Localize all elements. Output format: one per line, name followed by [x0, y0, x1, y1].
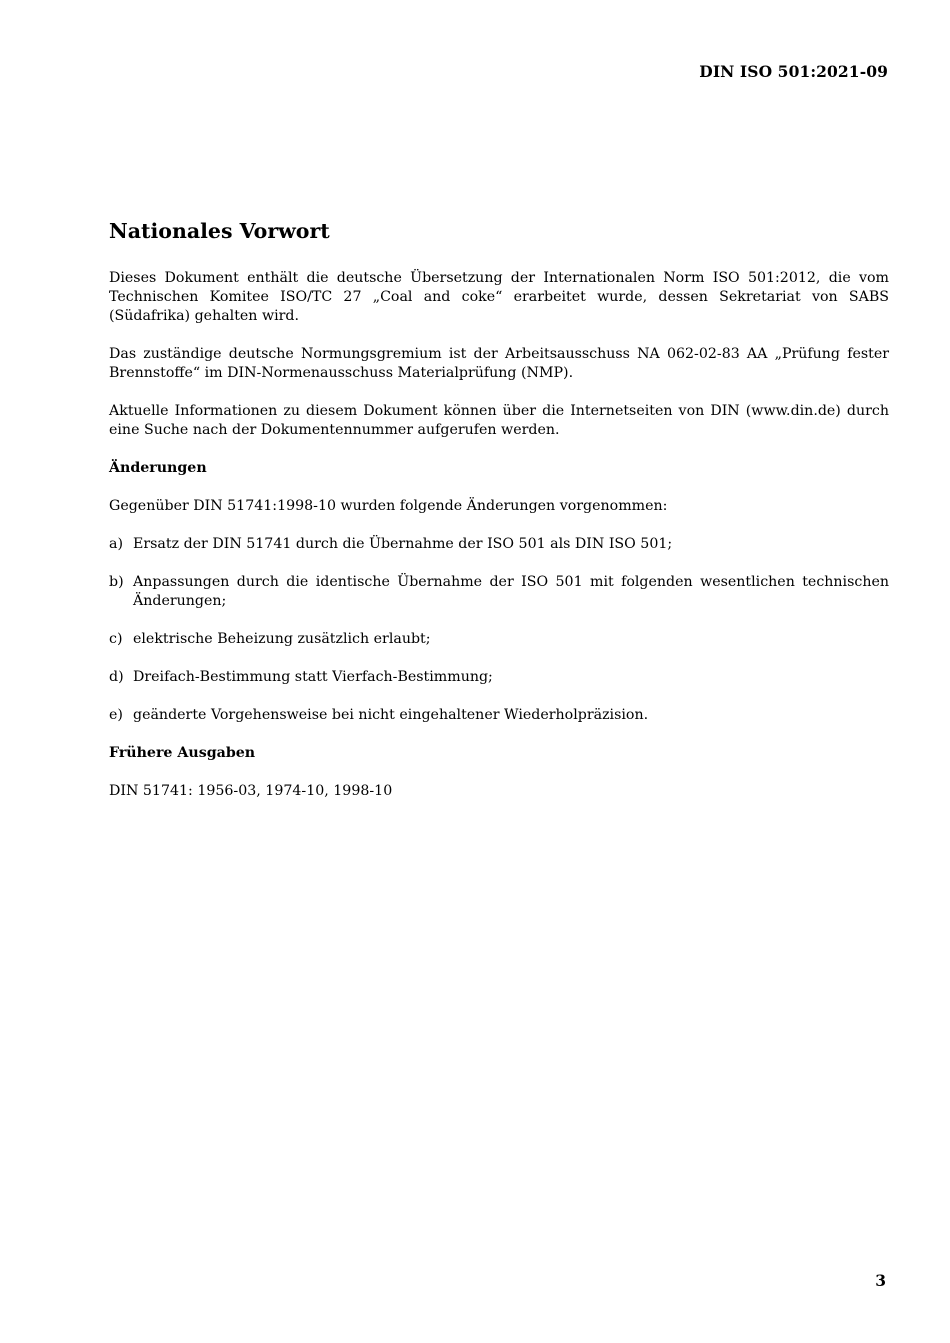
changes-intro: Gegenüber DIN 51741:1998-10 wurden folgende Änderungen vorgenommen: — [109, 498, 668, 514]
changes-heading: Änderungen — [109, 460, 207, 476]
list-item-text: Anpassungen durch die identische Übernahme der ISO 501 mit folgenden wesentlichen technischen Änderungen; — [133, 574, 889, 609]
list-item — [109, 535, 889, 554]
list-item — [109, 573, 889, 611]
changes-list — [109, 535, 889, 725]
list-marker: b) — [109, 574, 124, 590]
list-marker: d) — [109, 669, 124, 685]
list-marker: a) — [109, 536, 123, 552]
previous-editions-heading: Frühere Ausgaben — [109, 745, 256, 761]
list-item-text: geänderte Vorgehensweise bei nicht eingehaltener Wiederholpräzision. — [133, 707, 649, 723]
paragraph-responsible-committee: Das zuständige deutsche Normungsgremium ist der Arbeitsausschuss NA 062-02-83 AA „Prüfung fester Brennstoffe“ im DIN-Normenausschuss Materialprüfung (NMP). — [109, 346, 889, 381]
paragraph-current-information: Aktuelle Informationen zu diesem Dokument können über die Internetseiten von DIN (www.din.de) durch eine Suche nach der Dokumentennummer aufgerufen werden. — [109, 403, 889, 438]
page-number: 3 — [875, 1271, 886, 1290]
list-item — [109, 668, 889, 687]
foreword-content — [109, 218, 889, 820]
list-item-text: elektrische Beheizung zusätzlich erlaubt; — [133, 631, 431, 647]
list-marker: e) — [109, 707, 123, 723]
list-item — [109, 706, 889, 725]
document-identifier: DIN ISO 501:2021-09 — [699, 62, 888, 81]
list-item — [109, 630, 889, 649]
list-item-text: Dreifach-Bestimmung statt Vierfach-Bestimmung; — [133, 669, 493, 685]
paragraph-translation-note: Dieses Dokument enthält die deutsche Übersetzung der Internationalen Norm ISO 501:2012, die vom Technischen Komitee ISO/TC 27 „Coal and coke“ erarbeitet wurde, dessen Sekretariat von SABS (Südafrika) gehalten wird. — [109, 270, 889, 324]
section-title: Nationales Vorwort — [109, 219, 330, 243]
list-item-text: Ersatz der DIN 51741 durch die Übernahme der ISO 501 als DIN ISO 501; — [133, 536, 673, 552]
list-marker: c) — [109, 631, 123, 647]
previous-editions-text: DIN 51741: 1956-03, 1974-10, 1998-10 — [109, 783, 393, 799]
